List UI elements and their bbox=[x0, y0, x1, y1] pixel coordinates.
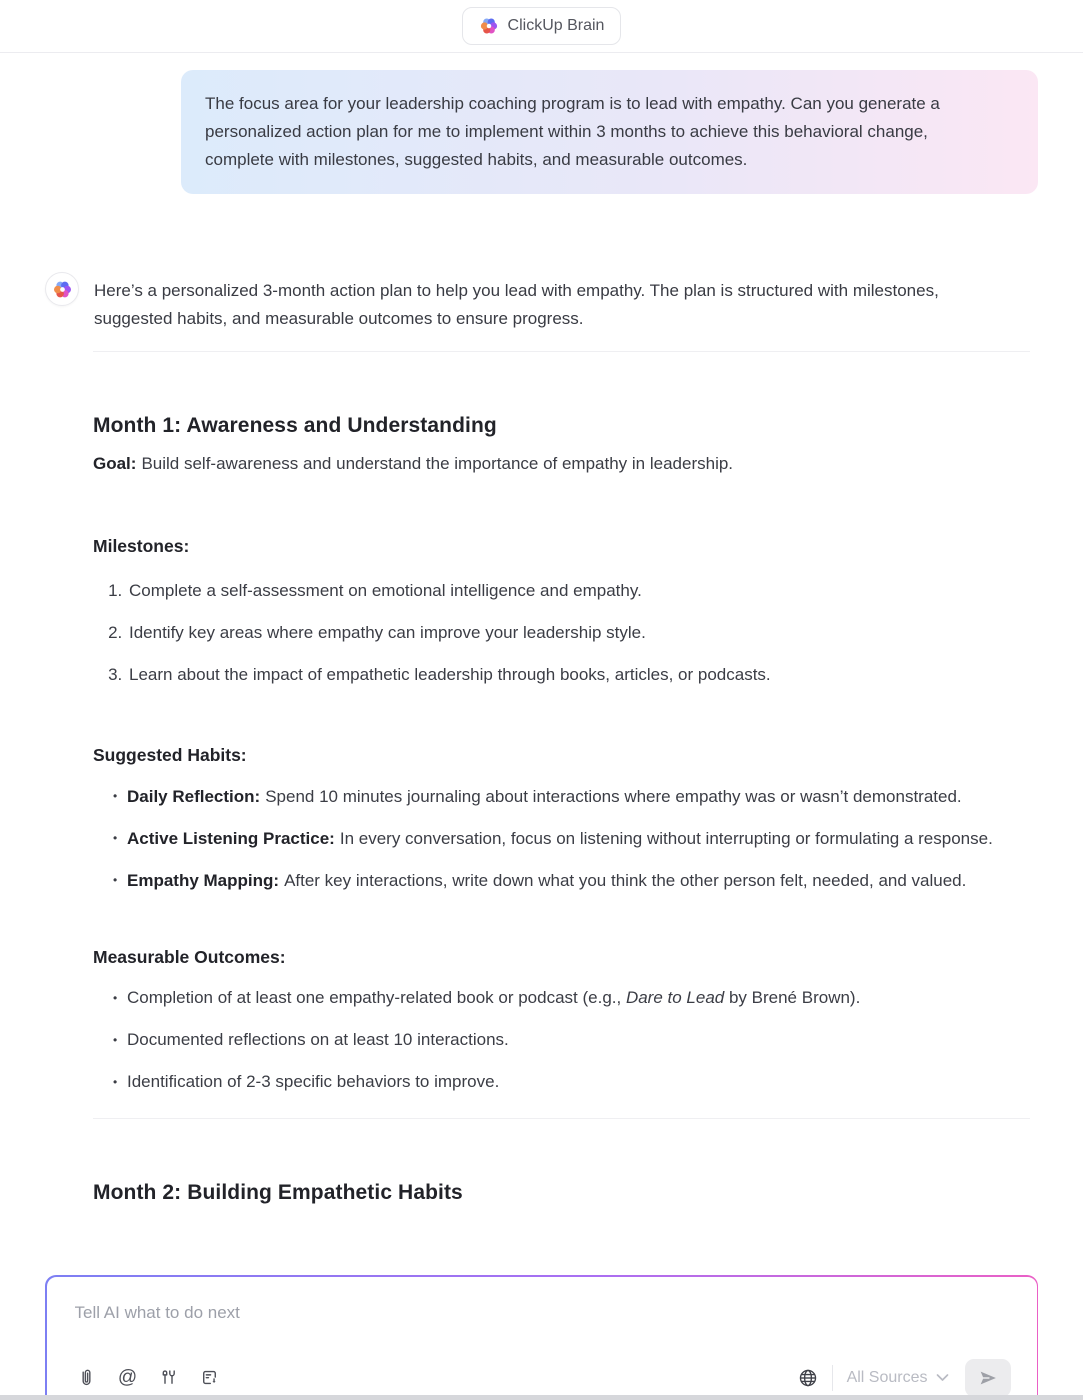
ai-message-body bbox=[93, 351, 1030, 1205]
outcomes-heading: Measurable Outcomes: bbox=[93, 947, 286, 967]
top-bar bbox=[0, 0, 1083, 53]
outcome-item: • Identification of 2-3 specific behaviors to improve. bbox=[93, 1068, 1030, 1096]
clickup-brain-icon bbox=[52, 279, 73, 300]
section-divider bbox=[93, 1118, 1030, 1119]
composer-input[interactable] bbox=[75, 1303, 1011, 1323]
composer-toolbar bbox=[75, 1359, 1011, 1397]
window-bottom-edge bbox=[0, 1395, 1083, 1400]
book-title: Dare to Lead bbox=[625, 988, 725, 1007]
attach-icon bbox=[76, 1367, 97, 1388]
prompt-templates-icon bbox=[199, 1367, 220, 1388]
goal-text: Build self-awareness and understand the importance of empathy in leadership. bbox=[141, 454, 734, 473]
month2-heading: Month 2: Building Empathetic Habits bbox=[93, 1181, 463, 1204]
habit-text: In every conversation, focus on listening without interrupting or formulating a response. bbox=[339, 829, 993, 848]
habit-text: Spend 10 minutes journaling about interactions where empathy was or wasn’t demonstrated. bbox=[265, 787, 962, 806]
milestone-item: 2. Identify key areas where empathy can improve your leadership style. bbox=[127, 619, 1030, 647]
habit-item bbox=[93, 824, 997, 853]
habit-item bbox=[93, 866, 997, 895]
clickup-brain-icon bbox=[479, 16, 499, 36]
ai-message bbox=[45, 272, 1038, 333]
habit-label: Daily Reflection: bbox=[127, 787, 261, 806]
outcome-item: • Documented reflections on at least 10 interactions. bbox=[93, 1026, 1030, 1054]
user-message-bubble bbox=[181, 70, 1038, 194]
web-search-icon bbox=[797, 1367, 819, 1389]
milestones-list bbox=[93, 577, 1030, 689]
outcomes-list bbox=[93, 984, 1030, 1096]
all-sources-label: All Sources bbox=[846, 1368, 928, 1386]
mention-button[interactable] bbox=[116, 1366, 140, 1390]
ai-intro-text: Here’s a personalized 3-month action plan to help you lead with empathy. The plan is structured with milestones, suggested habits, and measurable outcomes to ensure progress. bbox=[94, 281, 939, 328]
habit-text: After key interactions, write down what you think the other person felt, needed, and valued. bbox=[284, 871, 967, 890]
user-message-text: The focus area for your leadership coaching program is to lead with empathy. Can you generate a personalized action plan for me to implement within 3 months to achieve this behavioral change, complete with milestones, suggested habits, and measurable outcomes. bbox=[205, 94, 940, 169]
habits-list bbox=[93, 782, 997, 895]
goal-label: Goal: bbox=[93, 454, 137, 473]
tools-button[interactable] bbox=[157, 1366, 181, 1390]
composer bbox=[45, 1275, 1038, 1400]
prompt-templates-button[interactable] bbox=[198, 1366, 222, 1390]
milestones-heading: Milestones: bbox=[93, 536, 190, 556]
habit-item bbox=[93, 782, 997, 811]
ai-avatar bbox=[45, 272, 79, 306]
all-sources-dropdown[interactable] bbox=[847, 1369, 949, 1387]
attach-button[interactable] bbox=[75, 1366, 99, 1390]
month1-heading: Month 1: Awareness and Understanding bbox=[93, 414, 497, 437]
web-search-button[interactable] bbox=[796, 1366, 820, 1390]
sources-chevron-icon bbox=[936, 1373, 949, 1382]
section-divider bbox=[93, 351, 1030, 352]
clickup-brain-button[interactable] bbox=[462, 7, 622, 45]
habit-label: Empathy Mapping: bbox=[127, 871, 280, 890]
milestone-item: 3. Learn about the impact of empathetic leadership through books, articles, or podcasts. bbox=[127, 661, 1030, 689]
milestone-item: 1. Complete a self-assessment on emotional intelligence and empathy. bbox=[127, 577, 1030, 605]
habit-label: Active Listening Practice: bbox=[127, 829, 335, 848]
mention-icon: @ bbox=[117, 1366, 138, 1388]
tools-icon bbox=[158, 1367, 179, 1388]
send-button[interactable] bbox=[965, 1359, 1011, 1397]
chat-area bbox=[0, 70, 1083, 1205]
habits-heading: Suggested Habits: bbox=[93, 745, 247, 765]
month1-goal bbox=[93, 450, 1030, 478]
toolbar-separator bbox=[832, 1365, 833, 1391]
send-icon bbox=[977, 1367, 999, 1389]
outcome-item: • Completion of at least one empathy-related book or podcast (e.g., Dare to Lead by Brené Brown). bbox=[93, 984, 1030, 1012]
clickup-brain-label: ClickUp Brain bbox=[507, 17, 605, 34]
